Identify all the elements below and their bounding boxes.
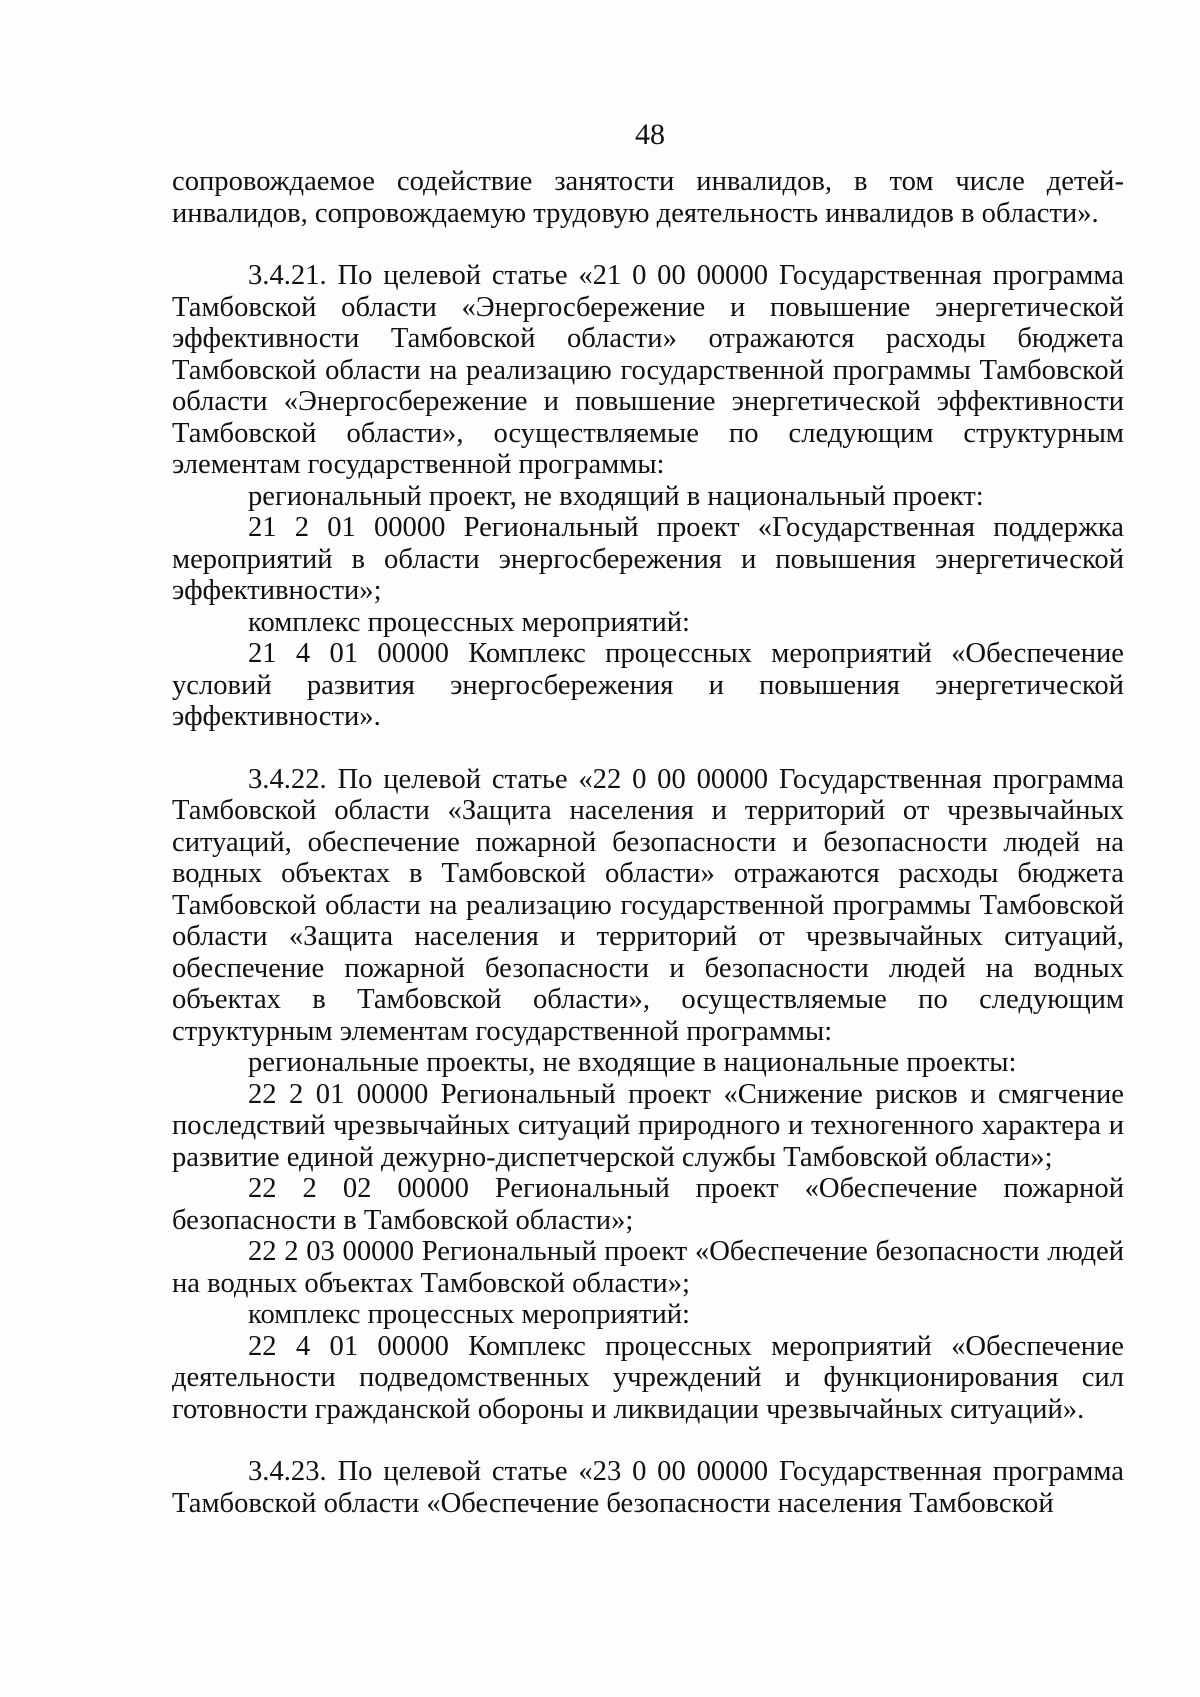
paragraph: 21 2 01 00000 Региональный проект «Государственная поддержка мероприятий в области энергосбережения и повышения энергетической эффективности»; bbox=[172, 512, 1124, 606]
document-body bbox=[172, 166, 1124, 1519]
paragraph: 22 2 02 00000 Региональный проект «Обеспечение пожарной безопасности в Тамбовской области»; bbox=[172, 1173, 1124, 1236]
paragraph: 21 4 01 00000 Комплекс процессных мероприятий «Обеспечение условий развития энергосбережения и повышения энергетической эффективности». bbox=[172, 638, 1124, 732]
paragraph: 22 2 01 00000 Региональный проект «Снижение рисков и смягчение последствий чрезвычайных ситуаций природного и техногенного характера и развитие единой дежурно-диспетчерской службы Тамбовской области»; bbox=[172, 1078, 1124, 1173]
paragraph: комплекс процессных мероприятий: bbox=[248, 1299, 690, 1330]
paragraph: комплекс процессных мероприятий: bbox=[248, 606, 690, 638]
paragraph: региональные проекты, не входящие в национальные проекты: bbox=[248, 1047, 1017, 1078]
paragraph: 22 4 01 00000 Комплекс процессных мероприятий «Обеспечение деятельности подведомственных учреждений и функционирования сил готовности гражданской обороны и ликвидации чрезвычайных ситуаций». bbox=[172, 1330, 1124, 1425]
paragraph: региональный проект, не входящий в национальный проект: bbox=[248, 480, 984, 512]
paragraph: сопровождаемое содействие занятости инвалидов, в том числе детей-инвалидов, сопровождаемую трудовую деятельность инвалидов в области». bbox=[172, 166, 1124, 229]
page-number: 48 bbox=[635, 118, 665, 151]
paragraph-section-3-4-22: 3.4.22. По целевой статье «22 0 00 00000 Государственная программа Тамбовской области «Защита населения и территорий от чрезвычайных ситуаций, обеспечение пожарной безопасности и безопасности людей на водных объектах в Тамбовской области» отражаются расходы бюджета Тамбовской области на реализацию государственной программы Тамбовской области «Защита населения и территорий от чрезвычайных ситуаций, обеспечение пожарной безопасности и безопасности людей на водных объектах в Тамбовской области», осуществляемые по следующим структурным элементам государственной программы: bbox=[172, 763, 1124, 1047]
paragraph: 22 2 03 00000 Региональный проект «Обеспечение безопасности людей на водных объектах Тамбовской области»; bbox=[172, 1236, 1124, 1299]
paragraph-section-3-4-23: 3.4.23. По целевой статье «23 0 00 00000 Государственная программа Тамбовской области «Обеспечение безопасности населения Тамбовской bbox=[172, 1456, 1124, 1519]
paragraph-section-3-4-21: 3.4.21. По целевой статье «21 0 00 00000 Государственная программа Тамбовской области «Энергосбережение и повышение энергетической эффективности Тамбовской области» отражаются расходы бюджета Тамбовской области на реализацию государственной программы Тамбовской области «Энергосбережение и повышение энергетической эффективности Тамбовской области», осуществляемые по следующим структурным элементам государственной программы: bbox=[172, 260, 1124, 480]
